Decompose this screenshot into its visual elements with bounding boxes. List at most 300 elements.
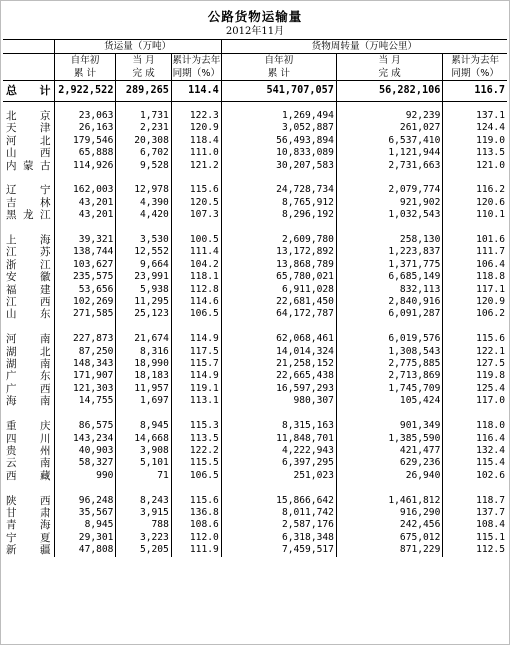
- freight-ytd: 14,755: [54, 395, 116, 407]
- freight-ytd: 43,201: [54, 197, 116, 209]
- table-body: [3, 81, 507, 557]
- turnover-month: 105,424: [336, 395, 442, 407]
- freight-month: 9,664: [116, 259, 171, 271]
- turnover-month: 1,745,709: [336, 383, 442, 395]
- region-name: 广东: [6, 370, 51, 383]
- turnover-yoy: 115.1: [443, 532, 507, 544]
- header-freight-group: 货运量（万吨）: [54, 40, 221, 54]
- turnover-ytd: 6,911,028: [221, 284, 336, 296]
- spacer-cell: [3, 102, 54, 111]
- freight-ytd: 121,303: [54, 383, 116, 395]
- turnover-ytd: 8,315,163: [221, 420, 336, 432]
- turnover-month: 1,385,590: [336, 433, 442, 445]
- region-name: 河北: [6, 134, 51, 147]
- freight-month: 23,991: [116, 271, 171, 283]
- turnover-month: 261,027: [336, 122, 442, 134]
- turnover-month: 871,229: [336, 544, 442, 556]
- turnover-ytd: 21,258,152: [221, 358, 336, 370]
- turnover-ytd: 8,011,742: [221, 507, 336, 519]
- spacer-cell: [443, 408, 507, 420]
- freight-ytd: 235,575: [54, 271, 116, 283]
- freight-month: 11,295: [116, 296, 171, 308]
- freight-month: 8,243: [116, 495, 171, 507]
- turnover-ytd: 16,597,293: [221, 383, 336, 395]
- turnover-ytd: 14,014,324: [221, 346, 336, 358]
- table-row: [3, 532, 507, 544]
- freight-yoy: 112.0: [171, 532, 221, 544]
- region-name: 河南: [6, 333, 51, 346]
- freight-month: 4,420: [116, 209, 171, 221]
- freight-yoy: 108.6: [171, 519, 221, 531]
- freight-ytd: 86,575: [54, 420, 116, 432]
- region-name: 北京: [6, 110, 51, 122]
- turnover-ytd: 6,318,348: [221, 532, 336, 544]
- total-freight-month: 289,265: [116, 81, 171, 102]
- freight-ytd: 148,343: [54, 358, 116, 370]
- freight-month: 6,702: [116, 147, 171, 159]
- header-freight-month: 当 月 完 成: [116, 54, 171, 81]
- spacer-cell: [171, 222, 221, 234]
- turnover-month: 2,713,869: [336, 370, 442, 382]
- freight-yoy: 104.2: [171, 259, 221, 271]
- turnover-yoy: 116.4: [443, 433, 507, 445]
- freight-month: 21,674: [116, 333, 171, 345]
- table-header: [3, 40, 507, 81]
- turnover-yoy: 119.0: [443, 135, 507, 147]
- freight-month: 14,668: [116, 433, 171, 445]
- region-name: 海南: [6, 395, 51, 408]
- header-freight-ytd: 自年初 累 计: [54, 54, 116, 81]
- turnover-yoy: 106.4: [443, 259, 507, 271]
- freight-yoy: 114.9: [171, 370, 221, 382]
- region-name: 江西: [6, 296, 51, 309]
- region-name: 内蒙古: [6, 159, 51, 172]
- turnover-yoy: 102.6: [443, 470, 507, 482]
- turnover-yoy: 118.0: [443, 420, 507, 432]
- header-turnover-month: 当 月 完 成: [336, 54, 442, 81]
- freight-yoy: 113.5: [171, 433, 221, 445]
- spacer-cell: [443, 321, 507, 333]
- spacer-cell: [221, 222, 336, 234]
- turnover-yoy: 120.6: [443, 197, 507, 209]
- region-name: 福建: [6, 283, 51, 296]
- turnover-ytd: 8,296,192: [221, 209, 336, 221]
- turnover-yoy: 106.2: [443, 308, 507, 320]
- turnover-month: 2,840,916: [336, 296, 442, 308]
- turnover-ytd: 56,493,894: [221, 135, 336, 147]
- freight-ytd: 65,888: [54, 147, 116, 159]
- freight-yoy: 121.2: [171, 160, 221, 172]
- total-turnover-month: 56,282,106: [336, 81, 442, 102]
- turnover-ytd: 13,868,789: [221, 259, 336, 271]
- freight-yoy: 118.1: [171, 271, 221, 283]
- spacer-cell: [171, 102, 221, 111]
- table-row: [3, 420, 507, 432]
- freight-yoy: 136.8: [171, 507, 221, 519]
- turnover-yoy: 125.4: [443, 383, 507, 395]
- total-label: 总计: [3, 81, 54, 102]
- region-name: 湖北: [6, 345, 51, 358]
- turnover-ytd: 62,068,461: [221, 333, 336, 345]
- spacer-cell: [3, 222, 54, 234]
- turnover-ytd: 980,307: [221, 395, 336, 407]
- region-name: 青海: [6, 519, 51, 532]
- table-row: [3, 333, 507, 345]
- spacer-cell: [336, 102, 442, 111]
- turnover-month: 258,130: [336, 234, 442, 246]
- freight-month: 2,231: [116, 122, 171, 134]
- turnover-yoy: 117.0: [443, 395, 507, 407]
- turnover-yoy: 122.1: [443, 346, 507, 358]
- header-turnover-group: 货物周转量（万吨公里）: [221, 40, 507, 54]
- turnover-ytd: 251,023: [221, 470, 336, 482]
- freight-ytd: 35,567: [54, 507, 116, 519]
- freight-yoy: 118.4: [171, 135, 221, 147]
- group-spacer: [3, 172, 507, 184]
- freight-yoy: 112.8: [171, 284, 221, 296]
- spacer-cell: [116, 102, 171, 111]
- turnover-ytd: 22,665,438: [221, 370, 336, 382]
- freight-month: 5,938: [116, 284, 171, 296]
- group-spacer: [3, 222, 507, 234]
- freight-yoy: 115.5: [171, 457, 221, 469]
- turnover-month: 1,121,944: [336, 147, 442, 159]
- freight-month: 3,223: [116, 532, 171, 544]
- turnover-yoy: 124.4: [443, 122, 507, 134]
- turnover-month: 1,032,543: [336, 209, 442, 221]
- turnover-ytd: 6,397,295: [221, 457, 336, 469]
- turnover-month: 421,477: [336, 445, 442, 457]
- spacer-cell: [221, 102, 336, 111]
- region-name: 西藏: [6, 469, 51, 482]
- turnover-yoy: 118.7: [443, 495, 507, 507]
- freight-ytd: 40,903: [54, 445, 116, 457]
- freight-yoy: 107.3: [171, 209, 221, 221]
- freight-ytd: 171,907: [54, 370, 116, 382]
- freight-month: 18,990: [116, 358, 171, 370]
- freight-month: 20,308: [116, 135, 171, 147]
- freight-ytd: 58,327: [54, 457, 116, 469]
- freight-ytd: 143,234: [54, 433, 116, 445]
- total-freight-ytd: 2,922,522: [54, 81, 116, 102]
- freight-ytd: 39,321: [54, 234, 116, 246]
- turnover-month: 1,371,775: [336, 259, 442, 271]
- freight-table: [3, 39, 507, 557]
- turnover-ytd: 10,833,089: [221, 147, 336, 159]
- table-row: [3, 433, 507, 445]
- freight-month: 11,957: [116, 383, 171, 395]
- freight-month: 1,697: [116, 395, 171, 407]
- region-name: 辽宁: [6, 184, 51, 197]
- turnover-month: 6,091,287: [336, 308, 442, 320]
- turnover-yoy: 113.5: [443, 147, 507, 159]
- table-row: [3, 470, 507, 482]
- freight-yoy: 106.5: [171, 470, 221, 482]
- spacer-cell: [54, 321, 116, 333]
- table-row: [3, 358, 507, 370]
- turnover-ytd: 2,587,176: [221, 519, 336, 531]
- spacer-cell: [221, 482, 336, 494]
- table-row: [3, 507, 507, 519]
- freight-ytd: 43,201: [54, 209, 116, 221]
- turnover-month: 1,223,837: [336, 246, 442, 258]
- spacer-cell: [116, 482, 171, 494]
- spacer-cell: [171, 172, 221, 184]
- region-name: 山西: [6, 147, 51, 160]
- freight-ytd: 29,301: [54, 532, 116, 544]
- freight-ytd: 162,003: [54, 184, 116, 196]
- freight-yoy: 117.5: [171, 346, 221, 358]
- turnover-yoy: 101.6: [443, 234, 507, 246]
- region-name: 重庆: [6, 420, 51, 433]
- turnover-month: 6,685,149: [336, 271, 442, 283]
- region-name: 浙江: [6, 258, 51, 271]
- turnover-yoy: 115.6: [443, 333, 507, 345]
- freight-ytd: 271,585: [54, 308, 116, 320]
- freight-month: 3,908: [116, 445, 171, 457]
- freight-ytd: 102,269: [54, 296, 116, 308]
- turnover-yoy: 116.2: [443, 184, 507, 196]
- table-row: [3, 519, 507, 531]
- freight-ytd: 96,248: [54, 495, 116, 507]
- freight-month: 788: [116, 519, 171, 531]
- freight-yoy: 114.6: [171, 296, 221, 308]
- turnover-ytd: 2,609,780: [221, 234, 336, 246]
- freight-yoy: 122.3: [171, 110, 221, 122]
- total-turnover-ytd: 541,707,057: [221, 81, 336, 102]
- table-row: [3, 122, 507, 134]
- table-row: [3, 135, 507, 147]
- freight-ytd: 990: [54, 470, 116, 482]
- spacer-cell: [3, 172, 54, 184]
- spacer-cell: [336, 482, 442, 494]
- freight-month: 25,123: [116, 308, 171, 320]
- spacer-cell: [116, 222, 171, 234]
- turnover-yoy: 120.9: [443, 296, 507, 308]
- freight-ytd: 87,250: [54, 346, 116, 358]
- turnover-month: 2,731,663: [336, 160, 442, 172]
- turnover-month: 6,019,576: [336, 333, 442, 345]
- spacer-cell: [336, 172, 442, 184]
- table-row: [3, 284, 507, 296]
- table-row: [3, 296, 507, 308]
- turnover-ytd: 30,207,583: [221, 160, 336, 172]
- freight-month: 1,731: [116, 110, 171, 122]
- freight-ytd: 103,627: [54, 259, 116, 271]
- freight-month: 3,915: [116, 507, 171, 519]
- region-name: 江苏: [6, 246, 51, 259]
- turnover-yoy: 127.5: [443, 358, 507, 370]
- table-row: [3, 110, 507, 122]
- table-row: [3, 445, 507, 457]
- group-spacer: [3, 482, 507, 494]
- region-name: 四川: [6, 432, 51, 445]
- region-name: 甘肃: [6, 506, 51, 519]
- region-name: 陕西: [6, 494, 51, 507]
- freight-yoy: 122.2: [171, 445, 221, 457]
- freight-month: 12,978: [116, 184, 171, 196]
- table-row: [3, 209, 507, 221]
- freight-yoy: 114.9: [171, 333, 221, 345]
- spacer-cell: [54, 102, 116, 111]
- spacer-cell: [443, 172, 507, 184]
- header-freight-yoy: 累计为去年 同期（%）: [172, 55, 221, 79]
- spacer-cell: [116, 321, 171, 333]
- total-row: [3, 81, 507, 102]
- spacer-cell: [443, 222, 507, 234]
- spacer-cell: [221, 321, 336, 333]
- freight-yoy: 120.5: [171, 197, 221, 209]
- turnover-month: 2,079,774: [336, 184, 442, 196]
- page-title: 公路货物运输量: [207, 9, 303, 24]
- freight-yoy: 113.1: [171, 395, 221, 407]
- table-row: [3, 184, 507, 196]
- freight-yoy: 106.5: [171, 308, 221, 320]
- spacer-cell: [3, 482, 54, 494]
- turnover-month: 1,308,543: [336, 346, 442, 358]
- turnover-yoy: 118.8: [443, 271, 507, 283]
- freight-month: 5,101: [116, 457, 171, 469]
- region-name: 山东: [6, 308, 51, 321]
- table-row: [3, 495, 507, 507]
- freight-ytd: 23,063: [54, 110, 116, 122]
- header-region-blank: [3, 54, 54, 81]
- freight-ytd: 47,808: [54, 544, 116, 556]
- spacer-cell: [221, 172, 336, 184]
- freight-ytd: 53,656: [54, 284, 116, 296]
- turnover-ytd: 22,681,450: [221, 296, 336, 308]
- turnover-yoy: 137.1: [443, 110, 507, 122]
- turnover-month: 2,775,885: [336, 358, 442, 370]
- region-name: 广西: [6, 382, 51, 395]
- spacer-cell: [443, 482, 507, 494]
- header-turnover-yoy: 累计为去年 同期（%）: [443, 54, 507, 81]
- freight-month: 3,530: [116, 234, 171, 246]
- spacer-cell: [171, 482, 221, 494]
- turnover-month: 629,236: [336, 457, 442, 469]
- turnover-yoy: 111.7: [443, 246, 507, 258]
- freight-ytd: 114,926: [54, 160, 116, 172]
- group-spacer: [3, 408, 507, 420]
- freight-yoy: 120.9: [171, 122, 221, 134]
- freight-month: 4,390: [116, 197, 171, 209]
- turnover-yoy: 132.4: [443, 445, 507, 457]
- region-name: 黑龙江: [6, 209, 51, 222]
- total-freight-yoy: 114.4: [171, 81, 221, 102]
- freight-yoy: 111.4: [171, 246, 221, 258]
- spacer-cell: [336, 408, 442, 420]
- table-row: [3, 544, 507, 556]
- turnover-ytd: 8,765,912: [221, 197, 336, 209]
- freight-yoy: 115.3: [171, 420, 221, 432]
- table-row: [3, 147, 507, 159]
- header-turnover-ytd: 自年初 累 计: [221, 54, 336, 81]
- turnover-ytd: 3,052,887: [221, 122, 336, 134]
- spacer-cell: [3, 321, 54, 333]
- turnover-yoy: 115.4: [443, 457, 507, 469]
- region-name: 吉林: [6, 196, 51, 209]
- region-name: 新疆: [6, 544, 51, 557]
- turnover-month: 6,537,410: [336, 135, 442, 147]
- turnover-month: 916,290: [336, 507, 442, 519]
- freight-yoy: 115.6: [171, 184, 221, 196]
- region-name: 贵州: [6, 444, 51, 457]
- table-row: [3, 370, 507, 382]
- turnover-ytd: 11,848,701: [221, 433, 336, 445]
- spacer-cell: [336, 222, 442, 234]
- spacer-cell: [54, 482, 116, 494]
- turnover-yoy: 110.1: [443, 209, 507, 221]
- table-row: [3, 160, 507, 172]
- table-row: [3, 383, 507, 395]
- turnover-month: 92,239: [336, 110, 442, 122]
- turnover-yoy: 112.5: [443, 544, 507, 556]
- turnover-yoy: 117.1: [443, 284, 507, 296]
- freight-month: 12,552: [116, 246, 171, 258]
- spacer-cell: [116, 408, 171, 420]
- region-name: 云南: [6, 457, 51, 470]
- turnover-ytd: 65,780,021: [221, 271, 336, 283]
- spacer-cell: [3, 408, 54, 420]
- turnover-month: 675,012: [336, 532, 442, 544]
- spacer-cell: [336, 321, 442, 333]
- freight-yoy: 111.0: [171, 147, 221, 159]
- spacer-cell: [54, 408, 116, 420]
- spacer-cell: [171, 321, 221, 333]
- table-row: [3, 308, 507, 320]
- turnover-ytd: 13,172,892: [221, 246, 336, 258]
- table-row: [3, 234, 507, 246]
- turnover-yoy: 137.7: [443, 507, 507, 519]
- freight-month: 18,183: [116, 370, 171, 382]
- table-row: [3, 197, 507, 209]
- region-name: 上海: [6, 234, 51, 247]
- turnover-month: 242,456: [336, 519, 442, 531]
- spacer-cell: [221, 408, 336, 420]
- table-row: [3, 271, 507, 283]
- turnover-month: 921,902: [336, 197, 442, 209]
- region-name: 湖南: [6, 358, 51, 371]
- freight-ytd: 138,744: [54, 246, 116, 258]
- group-spacer: [3, 321, 507, 333]
- turnover-ytd: 4,222,943: [221, 445, 336, 457]
- table-row: [3, 346, 507, 358]
- freight-month: 9,528: [116, 160, 171, 172]
- region-name: 天津: [6, 122, 51, 135]
- region-name: 宁夏: [6, 531, 51, 544]
- spacer-cell: [443, 102, 507, 111]
- turnover-month: 1,461,812: [336, 495, 442, 507]
- spacer-cell: [54, 222, 116, 234]
- turnover-month: 26,940: [336, 470, 442, 482]
- total-turnover-yoy: 116.7: [443, 81, 507, 102]
- freight-yoy: 119.1: [171, 383, 221, 395]
- turnover-yoy: 121.0: [443, 160, 507, 172]
- group-spacer: [3, 102, 507, 111]
- turnover-month: 832,113: [336, 284, 442, 296]
- region-name: 安徽: [6, 271, 51, 284]
- turnover-ytd: 15,866,642: [221, 495, 336, 507]
- freight-month: 8,945: [116, 420, 171, 432]
- freight-yoy: 115.6: [171, 495, 221, 507]
- freight-ytd: 179,546: [54, 135, 116, 147]
- table-row: [3, 259, 507, 271]
- report-date: 2012年11月: [225, 26, 285, 37]
- freight-yoy: 115.7: [171, 358, 221, 370]
- table-row: [3, 457, 507, 469]
- freight-yoy: 111.9: [171, 544, 221, 556]
- spacer-cell: [116, 172, 171, 184]
